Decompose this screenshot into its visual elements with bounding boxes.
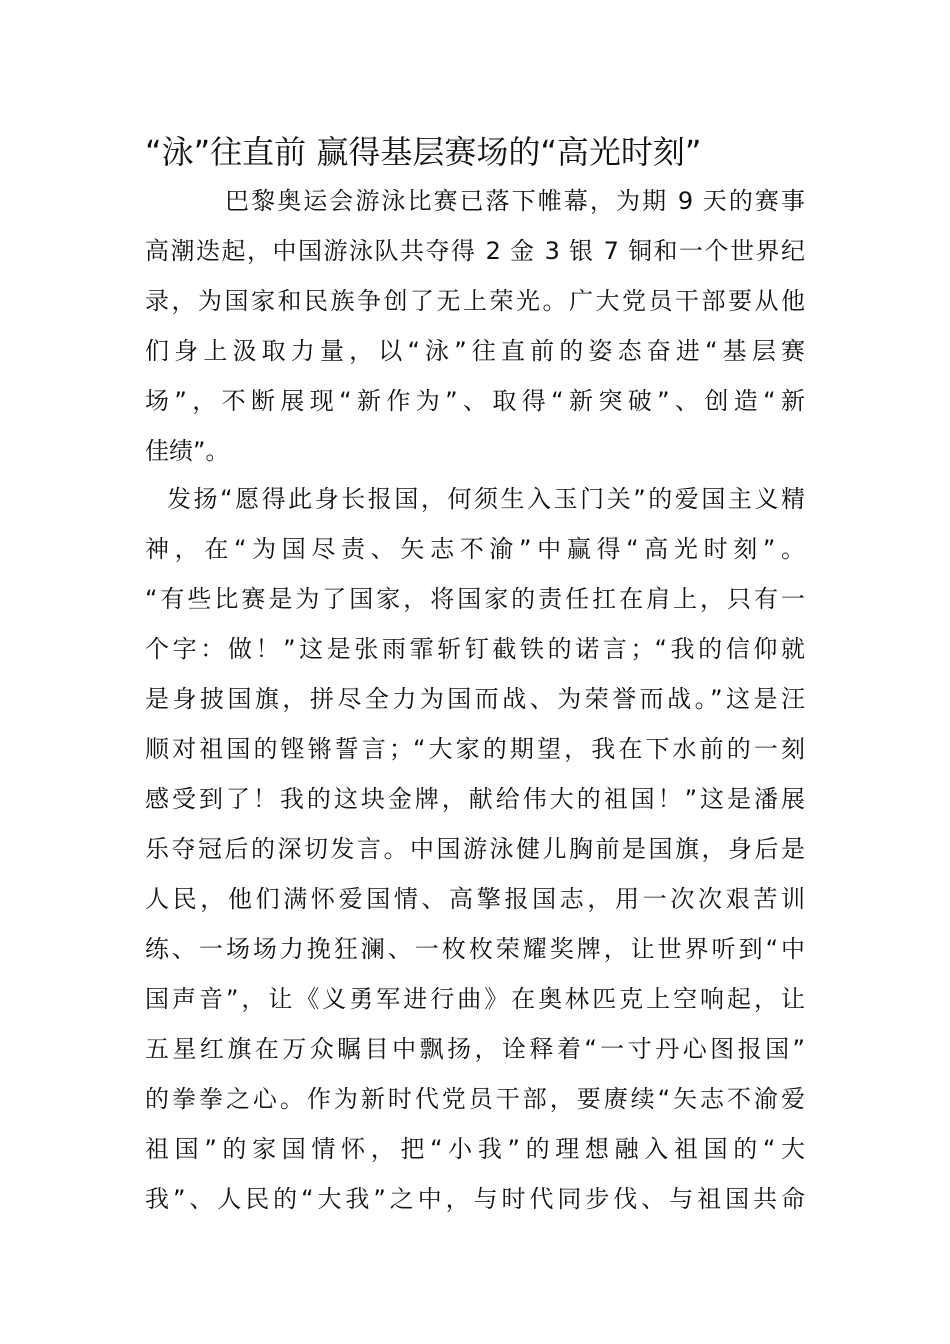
- paragraph-line: 顺对祖国的铿锵誓言；“大家的期望，我在下水前的一刻: [145, 735, 805, 763]
- document-title: “泳”往直前 赢得基层赛场的“高光时刻”: [145, 133, 702, 171]
- paragraph-1: [145, 176, 805, 476]
- paragraph-line: 五星红旗在万众瞩目中飘扬，诠释着“一寸丹心图报国”: [145, 1035, 805, 1063]
- paragraph-line: 录，为国家和民族争创了无上荣光。广大党员干部要从他: [145, 287, 805, 315]
- paragraph-line: 神，在“为国尽责、矢志不渝”中赢得“高光时刻”。: [145, 535, 805, 563]
- paragraph-line: 巴黎奥运会游泳比赛已落下帷幕，为期 9 天的赛事: [225, 187, 805, 215]
- paragraph-line: “有些比赛是为了国家，将国家的责任扛在肩上，只有一: [145, 585, 805, 613]
- paragraph-line: 祖国”的家国情怀，把“小我”的理想融入祖国的“大: [145, 1135, 805, 1163]
- paragraph-line: 佳绩”。: [145, 437, 230, 465]
- paragraph-line: 感受到了！我的这块金牌，献给伟大的祖国！”这是潘展: [145, 785, 805, 813]
- paragraph-line: 场”，不断展现“新作为”、取得“新突破”、创造“新: [145, 387, 805, 415]
- paragraph-line: 练、一场场力挽狂澜、一枚枚荣耀奖牌，让世界听到“中: [145, 935, 805, 963]
- paragraph-2: [145, 474, 805, 1224]
- paragraph-line: 个字：做！”这是张雨霏斩钉截铁的诺言；“我的信仰就: [145, 635, 805, 663]
- paragraph-line: 高潮迭起，中国游泳队共夺得 2 金 3 银 7 铜和一个世界纪: [145, 237, 805, 265]
- paragraph-line: 是身披国旗，拼尽全力为国而战、为荣誉而战。”这是汪: [145, 685, 805, 713]
- paragraph-line: 乐夺冠后的深切发言。中国游泳健儿胸前是国旗，身后是: [145, 835, 805, 863]
- paragraph-line: 的拳拳之心。作为新时代党员干部，要赓续“矢志不渝爱: [145, 1085, 805, 1113]
- paragraph-line: 我”、人民的“大我”之中，与时代同步伐、与祖国共命: [145, 1185, 805, 1213]
- paragraph-line: 们身上汲取力量，以“泳”往直前的姿态奋进“基层赛: [145, 337, 805, 365]
- paragraph-line: 发扬“愿得此身长报国，何须生入玉门关”的爱国主义精: [167, 485, 805, 513]
- paragraph-line: 国声音”，让《义勇军进行曲》在奥林匹克上空响起，让: [145, 985, 805, 1013]
- paragraph-line: 人民，他们满怀爱国情、高擎报国志，用一次次艰苦训: [145, 885, 805, 913]
